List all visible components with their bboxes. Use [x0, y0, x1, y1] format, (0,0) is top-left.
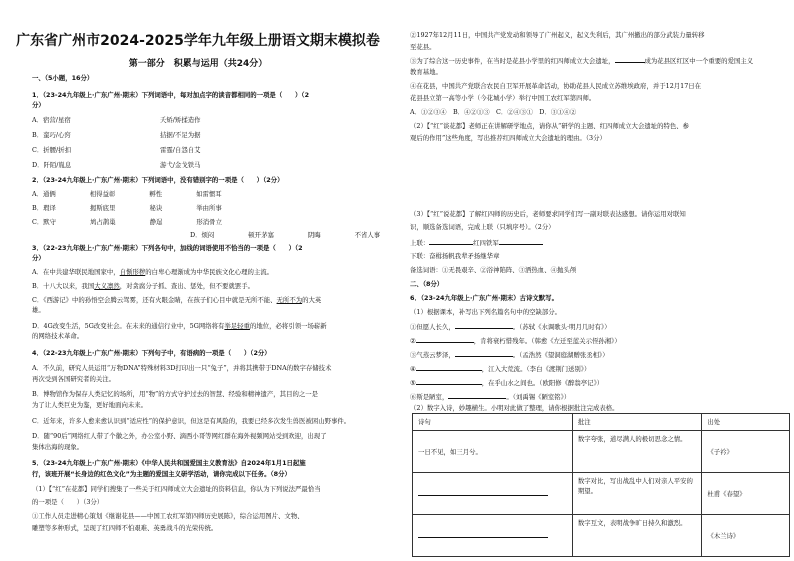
table-header: 出处: [702, 414, 790, 431]
table-row: [413, 515, 790, 557]
poem-line-5: ⑤ ，在乎山水之间也。（欧阳修《醉翁亭记》）: [410, 379, 604, 387]
q5-item1-cont: 雕塑等多种形式，呈现了红四师不怕艰难、英勇战斗的光荣传统。: [32, 524, 218, 532]
table-cell-source: 《木兰诗》: [702, 515, 790, 557]
q4-option-d-cont: 集体出海的现象。: [32, 443, 84, 451]
table-cell-source: 《子衿》: [702, 431, 790, 473]
q1-option-a-pair: 夭矫/矫揉造作: [160, 116, 201, 124]
poem-blank-1[interactable]: [455, 322, 513, 329]
table-header: 批注: [572, 414, 701, 431]
item3: ③为了综合这一历史事件，在当时是花县小学里的红四师成立大会遗址， 成为花县区红区中一个重要的爱国主义: [410, 57, 754, 65]
right-column: [406, 0, 794, 561]
q3-option-c[interactable]: C．《西游记》中的孙悟空会腾云驾雾，还有火眼金睛，在孩子们心目中就是无所不能、无所不为的大英: [32, 296, 322, 304]
q1-option-c-pair: 雷霆/自怨自艾: [160, 146, 201, 154]
q6-sub1: （1）根据课本，补写出下列名篇名句中的空缺部分。: [410, 308, 562, 316]
section2-heading: 二、（8分）: [410, 280, 444, 288]
q2-stem: 2．（23-24九年级上·广东广州·期末）下列词语中，没有错别字的一项是（ ）（2分）: [32, 176, 284, 184]
q1-stem: 1．（23-24九年级上·广东广州·期末）下列词语中，每对加点字的读音都相同的一项是（ ）（2: [32, 91, 310, 99]
table-cell-source: 杜甫《春望》: [702, 473, 790, 515]
q5-sub1-options[interactable]: A．①②③④ B．④②①③ C．②④③① D．③①④②: [410, 108, 577, 116]
page-title: 广东省广州市2024-2025学年九年级上册语文期末模拟卷: [16, 33, 380, 49]
q1-option-d[interactable]: D．阡陌/胤息: [32, 161, 72, 169]
q3-stem-tail: 分）: [32, 254, 45, 262]
q3-option-d-tail: 的网络技术革命。: [32, 332, 84, 340]
q5-sub1-cont: 的一项是（ ）（3分）: [32, 498, 104, 506]
left-column: [0, 0, 396, 561]
shanglian-blank-2[interactable]: [499, 238, 543, 245]
q5-sub1: （1）【“红”在花都】同学们搜集了一些关于红四师成立大会遗址的资料信息，你认为下列说法严最恰当: [32, 485, 321, 493]
poem-blank-3[interactable]: [455, 350, 513, 357]
q4-option-d[interactable]: D．随“90后”网络红人带了个徽之外，办公室小野、滴西小哥等网红群在海外视频网站受到欢迎，出现了: [32, 432, 327, 440]
q5-sub3: （3）【“红”说花都】了解红四师的历史后，老师要求同学们写一副对联表达感想。请你运用对联知: [410, 210, 686, 218]
q1-option-c[interactable]: C．折腰/折扣: [32, 146, 71, 154]
table-cell-poem: 一日不见，如三月兮。: [413, 431, 573, 473]
q4-option-b[interactable]: B．博物馆作为保存人类记忆的场所，用“物”的方式守护过去的智慧、经验和精神遗产，其目的之一是: [32, 390, 319, 398]
table-cell-poem-blank[interactable]: [413, 515, 573, 557]
poem-line-4: ④ ，江入大荒流。（李白《渡荆门送别》）: [410, 365, 591, 373]
choice-words: 备选词语：①无畏艰辛、②浴神陷阵、③洒热血、④抛头颅: [410, 266, 577, 274]
q3-option-c-tail: 雄。: [32, 306, 45, 314]
q3-option-b[interactable]: B．十八大以来，我国大义凛然，对贪腐分子抓、查出、惩处，但不要就罢手。: [32, 282, 254, 290]
shanglian: 上联： 红四铁军: [410, 238, 543, 247]
q4-option-b-cont: 为了让人类巨史为鉴，更好地面向未来。: [32, 401, 148, 409]
q5-sub2: （2）【“红”谈花都】老师正在讲解研学地点，请你从“研学的主题、红四师成立大会遗址的特色、参: [410, 122, 690, 130]
part-heading: 第一部分 积累与运用（共24分）: [128, 59, 268, 69]
q1-option-b[interactable]: B．蛮巧/心窍: [32, 131, 71, 139]
table-header: 诗句: [413, 414, 573, 431]
q4-option-c[interactable]: C．近年来，许多人愈来愈认识到“适应性”的保护意识，但这是有风险的，我要已经多次发生兽医被困山野事件。: [32, 417, 351, 425]
poem-blank-5[interactable]: [416, 378, 482, 385]
q5-sub3-cont: 识，顺选备选词语，完成上联（只填序号）。（2分）: [410, 223, 555, 231]
poem-line-6: ⑥斯是陋室， 。（刘禹锡《陋室铭》）: [410, 393, 571, 401]
q5-item1: ①工作人员走进精心策划《继谢花县——中国工农红军第四师历史展陈》，综合运用图片、文物、: [32, 512, 304, 520]
q2-option-b[interactable]: B．瑕译 揭斯底里 秘诀 举由所事: [32, 204, 222, 212]
poem-table: [412, 413, 790, 557]
q2-option-d[interactable]: D．烦闷 顿开茅塞 阴晦 不省人事: [190, 231, 381, 239]
q4-option-a-cont: 再次受到各国研究者的关注。: [32, 375, 116, 383]
q5-stem-cont: 行，该班开展“长身边的红色文化”为主题的爱国主义研学活动，请你完成以下任务。（8分）: [32, 470, 291, 478]
table-row: [413, 431, 790, 473]
q2-option-a[interactable]: A．通俩 相得益彰 孵性 如雷惯耳: [32, 190, 222, 198]
q4-option-a[interactable]: A．不久前，研究人员运用“万物DNA”特殊材料3D打印出一只“兔子”，并将其携带于DNA的数字存储技术: [32, 364, 332, 372]
item2-cont: 至花县。: [410, 43, 436, 51]
q4-stem: 4．（22-23九年级上·广东广州·期末）下列句子中，有语病的一项是（ ）（2分）: [32, 349, 271, 357]
item2: ②1927年12月11日，中国共产党发动和领导了广州起义，起义失利后，其广州撤出的部分武装力量转移: [410, 31, 705, 39]
poem-blank-6[interactable]: [448, 392, 506, 399]
shanglian-blank-1[interactable]: [429, 238, 473, 245]
table-row: [413, 473, 790, 515]
q6-stem: 6．（23-24九年级上·广东广州·期末）古诗文默写。: [410, 294, 558, 302]
q6-sub2: （2）数字入诗，妙趣横生。小明对此做了整理，请你根据批注完成表格。: [410, 404, 619, 412]
q1-option-a[interactable]: A．宿营/星宿: [32, 116, 71, 124]
table-cell-note: 数字互文，表明战争旷日持久和激烈。: [572, 515, 701, 557]
table-cell-poem-blank[interactable]: [413, 473, 573, 515]
table-header-row: [413, 414, 790, 431]
q1-stem-tail: 分）: [32, 101, 45, 109]
table-cell-note: 数字对比，写出战乱中人们对亲人平安的期望。: [572, 473, 701, 515]
item4: ④在花县，中国共产党联合农民自卫军开展革命活动，协助花县人民成立苏维埃政府，并于12月17日在: [410, 82, 702, 90]
section1-heading: 一、（5小题，16分）: [32, 74, 94, 82]
q1-option-d-pair: 游弋/金戈铁马: [160, 161, 201, 169]
poem-blank-2[interactable]: [416, 336, 474, 343]
q2-option-c[interactable]: C．默守 鸠占鹊巢 静逞 形消骨立: [32, 218, 222, 226]
table-cell-note: 数字夸张，道尽满人的极切思念之情。: [572, 431, 701, 473]
poem-line-3: ③气蒸云梦泽， 。（孟浩然《望洞庭湖赠张丞相》）: [410, 351, 609, 359]
q3-option-a[interactable]: A．在中共建华联民地国家中，自惭形秽的白卑心理渐成为中华民族文化心理的主流。: [32, 268, 274, 276]
q3-stem: 3．（22-23九年级上·广东广州·期末）下列各句中，加线的词语使用不恰当的一项是（ ）（2: [32, 244, 303, 252]
poem-blank-4[interactable]: [416, 364, 482, 371]
poem-line-1: ①但愿人长久， 。（苏轼《水调歌头·明月几时有》）: [410, 323, 611, 331]
q1-option-b-pair: 拮据/不足为据: [160, 131, 201, 139]
q5-stem: 5．（23-24九年级上·广东广州·期末）《中华人民共和国爱国主义教育法》自2024年1月1日起施: [32, 459, 306, 467]
q5-sub2-cont: 观后的作用”这些角度，写出推荐红四师成立大会遗址的理由。（3分）: [410, 134, 606, 142]
poem-line-2: ② ，肯将衰朽惜残年。（韩愈《左迁至蓝关示侄孙湘》）: [410, 337, 621, 345]
xialian: 下联：奋楫扬帆我辈矛扬继华章: [410, 252, 500, 260]
item3-cont: 教育基地。: [410, 68, 442, 76]
item4-cont: 花县县立第一高等小学（今花城小学）举行中国工农红军第四师。: [410, 94, 596, 102]
q3-option-d[interactable]: D．4G改变生活，5G改变社会。在未来的通信行业中，5G网络将有举足轻重的地位，必将引领一场崭新: [32, 322, 327, 330]
